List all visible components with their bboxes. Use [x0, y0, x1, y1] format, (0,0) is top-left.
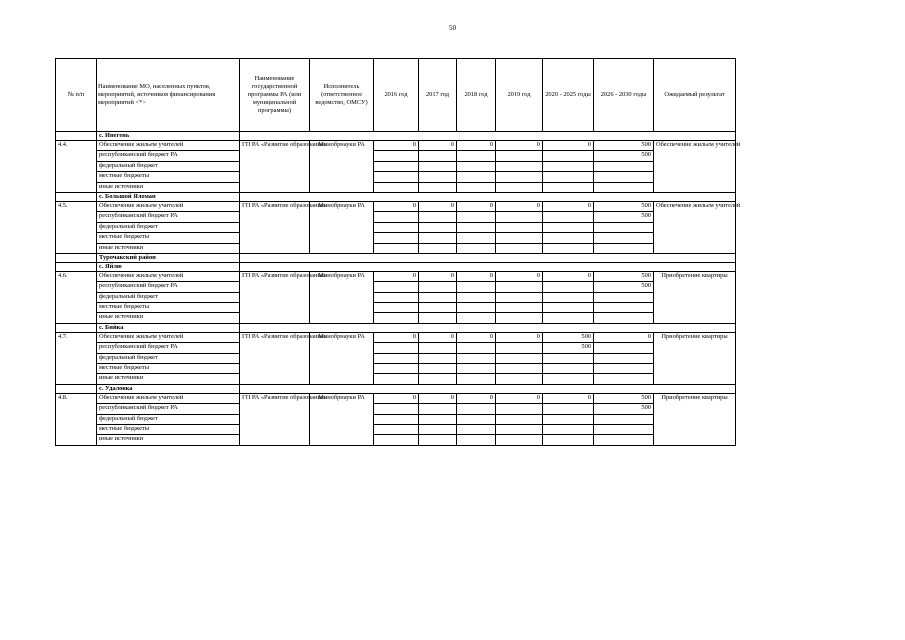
source-row: [56, 424, 736, 434]
source-name: иные источники: [97, 313, 240, 323]
empty-value: [374, 353, 419, 363]
executor-name: Минобрнауки РА: [310, 393, 374, 445]
executor-name: Минобрнауки РА: [310, 201, 374, 253]
empty-value: [543, 161, 594, 171]
item-number: 4.5.: [56, 201, 97, 253]
location-row: [56, 384, 736, 393]
source-row: [56, 172, 736, 182]
blank-cell: [56, 262, 97, 271]
empty-value: [594, 414, 654, 424]
total-value: 0: [374, 141, 419, 151]
total-value: 0: [543, 393, 594, 403]
source-name: республиканский бюджет РА: [97, 343, 240, 353]
source-name: местные бюджеты: [97, 364, 240, 374]
blank-cell: [56, 384, 97, 393]
total-value: 500: [543, 332, 594, 342]
republic-value-2026: 500: [594, 404, 654, 414]
total-value: 0: [496, 201, 543, 211]
source-row: [56, 212, 736, 222]
republic-value-2026: 500: [594, 282, 654, 292]
empty-value: [496, 161, 543, 171]
empty-value: [457, 161, 496, 171]
empty-value: [419, 212, 457, 222]
program-name: ГП РА «Развитие образования»: [240, 393, 310, 445]
location-row: [56, 323, 736, 332]
empty-value: [594, 172, 654, 182]
empty-value: [419, 172, 457, 182]
location-name: с. Инегень: [97, 132, 240, 141]
total-value: 0: [543, 141, 594, 151]
executor-name: Минобрнауки РА: [310, 141, 374, 193]
empty-value: [419, 161, 457, 171]
source-row: [56, 161, 736, 171]
header-2026-2030: 2026 - 2030 годы: [594, 59, 654, 132]
empty-value: [419, 313, 457, 323]
empty-value: [457, 414, 496, 424]
empty-value: [419, 243, 457, 253]
empty-value: [419, 414, 457, 424]
program-name: ГП РА «Развитие образования»: [240, 141, 310, 193]
total-value: 0: [457, 201, 496, 211]
republic-value-2026: [594, 343, 654, 353]
blank-cell: [56, 192, 97, 201]
total-value: 500: [594, 141, 654, 151]
activity-name: Обеспечение жильем учителей: [97, 393, 240, 403]
district-name: Турочакский район: [97, 253, 240, 262]
item-number: 4.4.: [56, 141, 97, 193]
location-name: с. Удаловка: [97, 384, 240, 393]
republic-value-2020: 500: [543, 343, 594, 353]
blank-cell: [240, 384, 736, 393]
total-value: 500: [594, 393, 654, 403]
empty-value: [457, 182, 496, 192]
activity-row: [56, 141, 736, 151]
empty-value: [543, 313, 594, 323]
empty-value: [543, 353, 594, 363]
empty-value: [374, 414, 419, 424]
empty-value: [374, 282, 419, 292]
empty-value: [457, 222, 496, 232]
header-2019: 2019 год: [496, 59, 543, 132]
empty-value: [457, 233, 496, 243]
header-result: Ожидаемый результат: [654, 59, 736, 132]
empty-value: [594, 303, 654, 313]
empty-value: [457, 282, 496, 292]
source-row: [56, 303, 736, 313]
source-row: [56, 282, 736, 292]
empty-value: [496, 182, 543, 192]
source-row: [56, 364, 736, 374]
empty-value: [496, 343, 543, 353]
header-mo: Наименование МО, населенных пунктов, мероприятий, источников финансирования мероприятий <*>: [97, 59, 240, 132]
empty-value: [374, 303, 419, 313]
source-row: [56, 233, 736, 243]
total-value: 0: [374, 201, 419, 211]
total-value: 0: [543, 201, 594, 211]
total-value: 0: [419, 393, 457, 403]
empty-value: [496, 424, 543, 434]
expected-result: Приобретение квартиры: [654, 393, 736, 445]
activity-row: [56, 332, 736, 342]
empty-value: [374, 404, 419, 414]
total-value: 0: [594, 332, 654, 342]
empty-value: [594, 364, 654, 374]
empty-value: [419, 353, 457, 363]
location-name: с. Яйлю: [97, 262, 240, 271]
total-value: 0: [496, 332, 543, 342]
empty-value: [543, 222, 594, 232]
source-name: иные источники: [97, 374, 240, 384]
executor-name: Минобрнауки РА: [310, 271, 374, 323]
republic-value-2020: [543, 151, 594, 161]
expected-result: Обеспечение жильем учителей: [654, 201, 736, 253]
empty-value: [496, 243, 543, 253]
empty-value: [374, 292, 419, 302]
header-2018: 2018 год: [457, 59, 496, 132]
empty-value: [457, 364, 496, 374]
empty-value: [419, 424, 457, 434]
empty-value: [457, 212, 496, 222]
empty-value: [496, 313, 543, 323]
source-row: [56, 313, 736, 323]
empty-value: [543, 414, 594, 424]
program-name: ГП РА «Развитие образования»: [240, 332, 310, 384]
empty-value: [457, 343, 496, 353]
total-value: 0: [496, 271, 543, 281]
empty-value: [496, 151, 543, 161]
blank-cell: [240, 323, 736, 332]
empty-value: [374, 374, 419, 384]
source-row: [56, 243, 736, 253]
empty-value: [496, 414, 543, 424]
location-name: с. Большой Яломан: [97, 192, 240, 201]
empty-value: [543, 435, 594, 445]
header-executor: Исполнитель (ответственное ведомство, ОМСУ): [310, 59, 374, 132]
source-row: [56, 435, 736, 445]
empty-value: [457, 303, 496, 313]
source-name: федеральный бюджет: [97, 353, 240, 363]
source-name: федеральный бюджет: [97, 222, 240, 232]
empty-value: [594, 243, 654, 253]
empty-value: [496, 374, 543, 384]
program-name: ГП РА «Развитие образования»: [240, 271, 310, 323]
empty-value: [496, 212, 543, 222]
empty-value: [543, 243, 594, 253]
item-number: 4.8.: [56, 393, 97, 445]
header-row: [56, 59, 736, 132]
empty-value: [374, 364, 419, 374]
empty-value: [419, 222, 457, 232]
total-value: 0: [419, 141, 457, 151]
empty-value: [594, 435, 654, 445]
blank-cell: [56, 323, 97, 332]
empty-value: [419, 233, 457, 243]
source-name: местные бюджеты: [97, 424, 240, 434]
republic-value-2020: [543, 212, 594, 222]
empty-value: [594, 222, 654, 232]
source-name: иные источники: [97, 182, 240, 192]
empty-value: [496, 435, 543, 445]
source-name: федеральный бюджет: [97, 414, 240, 424]
source-name: федеральный бюджет: [97, 161, 240, 171]
empty-value: [419, 282, 457, 292]
empty-value: [374, 435, 419, 445]
republic-value-2026: 500: [594, 151, 654, 161]
empty-value: [419, 151, 457, 161]
empty-value: [496, 233, 543, 243]
source-row: [56, 151, 736, 161]
source-row: [56, 374, 736, 384]
source-name: республиканский бюджет РА: [97, 212, 240, 222]
location-row: [56, 132, 736, 141]
empty-value: [594, 182, 654, 192]
empty-value: [374, 161, 419, 171]
source-name: республиканский бюджет РА: [97, 282, 240, 292]
source-row: [56, 404, 736, 414]
location-row: [56, 192, 736, 201]
empty-value: [543, 364, 594, 374]
source-name: республиканский бюджет РА: [97, 151, 240, 161]
header-program: Наименование государственной программы РА (или муниципальной программы): [240, 59, 310, 132]
table-body: [56, 132, 741, 446]
expected-result: Приобретение квартиры: [654, 332, 736, 384]
activity-row: [56, 271, 736, 281]
activity-name: Обеспечение жильем учителей: [97, 271, 240, 281]
source-name: федеральный бюджет: [97, 292, 240, 302]
program-name: ГП РА «Развитие образования»: [240, 201, 310, 253]
empty-value: [374, 424, 419, 434]
total-value: 0: [419, 332, 457, 342]
source-row: [56, 353, 736, 363]
page-number: 50: [449, 24, 456, 32]
empty-value: [543, 233, 594, 243]
blank-cell: [56, 253, 97, 262]
empty-value: [419, 303, 457, 313]
header-2016: 2016 год: [374, 59, 419, 132]
location-row: [56, 262, 736, 271]
activity-row: [56, 393, 736, 403]
empty-value: [543, 182, 594, 192]
blank-cell: [240, 132, 736, 141]
total-value: 500: [594, 271, 654, 281]
blank-cell: [240, 262, 736, 271]
total-value: 0: [457, 271, 496, 281]
expected-result: Обеспечение жильем учителей: [654, 141, 736, 193]
empty-value: [543, 424, 594, 434]
empty-value: [543, 172, 594, 182]
empty-value: [457, 424, 496, 434]
activity-row: [56, 201, 736, 211]
empty-value: [543, 303, 594, 313]
empty-value: [594, 374, 654, 384]
total-value: 0: [496, 141, 543, 151]
activity-name: Обеспечение жильем учителей: [97, 201, 240, 211]
empty-value: [457, 151, 496, 161]
empty-value: [419, 435, 457, 445]
executor-name: Минобрнауки РА: [310, 332, 374, 384]
empty-value: [374, 222, 419, 232]
blank-cell: [240, 253, 736, 262]
total-value: 0: [457, 332, 496, 342]
empty-value: [594, 353, 654, 363]
total-value: 0: [496, 393, 543, 403]
source-row: [56, 292, 736, 302]
empty-value: [419, 292, 457, 302]
blank-cell: [56, 132, 97, 141]
empty-value: [594, 292, 654, 302]
total-value: 0: [374, 332, 419, 342]
empty-value: [374, 343, 419, 353]
source-name: республиканский бюджет РА: [97, 404, 240, 414]
header-num: № п/п: [56, 59, 97, 132]
empty-value: [496, 172, 543, 182]
header-2017: 2017 год: [419, 59, 457, 132]
empty-value: [496, 353, 543, 363]
item-number: 4.7.: [56, 332, 97, 384]
total-value: 0: [419, 201, 457, 211]
empty-value: [419, 364, 457, 374]
activity-name: Обеспечение жильем учителей: [97, 332, 240, 342]
district-row: [56, 253, 736, 262]
empty-value: [496, 292, 543, 302]
empty-value: [543, 292, 594, 302]
source-name: иные источники: [97, 243, 240, 253]
empty-value: [374, 233, 419, 243]
source-row: [56, 343, 736, 353]
total-value: 500: [594, 201, 654, 211]
empty-value: [457, 435, 496, 445]
empty-value: [594, 233, 654, 243]
empty-value: [374, 212, 419, 222]
empty-value: [594, 161, 654, 171]
total-value: 0: [374, 271, 419, 281]
empty-value: [496, 404, 543, 414]
empty-value: [419, 182, 457, 192]
activity-name: Обеспечение жильем учителей: [97, 141, 240, 151]
source-name: местные бюджеты: [97, 303, 240, 313]
total-value: 0: [457, 141, 496, 151]
financing-table: [55, 58, 741, 446]
republic-value-2026: 500: [594, 212, 654, 222]
empty-value: [374, 243, 419, 253]
empty-value: [419, 404, 457, 414]
empty-value: [594, 424, 654, 434]
empty-value: [419, 343, 457, 353]
total-value: 0: [419, 271, 457, 281]
source-row: [56, 182, 736, 192]
empty-value: [374, 151, 419, 161]
republic-value-2020: [543, 282, 594, 292]
republic-value-2020: [543, 404, 594, 414]
total-value: 0: [543, 271, 594, 281]
empty-value: [496, 282, 543, 292]
source-name: местные бюджеты: [97, 233, 240, 243]
empty-value: [457, 292, 496, 302]
empty-value: [496, 303, 543, 313]
empty-value: [594, 313, 654, 323]
empty-value: [543, 374, 594, 384]
empty-value: [457, 243, 496, 253]
empty-value: [457, 374, 496, 384]
empty-value: [457, 172, 496, 182]
location-name: с. Бийка: [97, 323, 240, 332]
item-number: 4.6.: [56, 271, 97, 323]
empty-value: [496, 222, 543, 232]
empty-value: [419, 374, 457, 384]
empty-value: [374, 313, 419, 323]
total-value: 0: [457, 393, 496, 403]
expected-result: Приобретение квартиры: [654, 271, 736, 323]
source-row: [56, 414, 736, 424]
empty-value: [374, 182, 419, 192]
source-row: [56, 222, 736, 232]
total-value: 0: [374, 393, 419, 403]
source-name: иные источники: [97, 435, 240, 445]
empty-value: [457, 404, 496, 414]
header-2020-2025: 2020 - 2025 годы: [543, 59, 594, 132]
source-name: местные бюджеты: [97, 172, 240, 182]
empty-value: [496, 364, 543, 374]
empty-value: [457, 313, 496, 323]
empty-value: [457, 353, 496, 363]
blank-cell: [240, 192, 736, 201]
empty-value: [374, 172, 419, 182]
